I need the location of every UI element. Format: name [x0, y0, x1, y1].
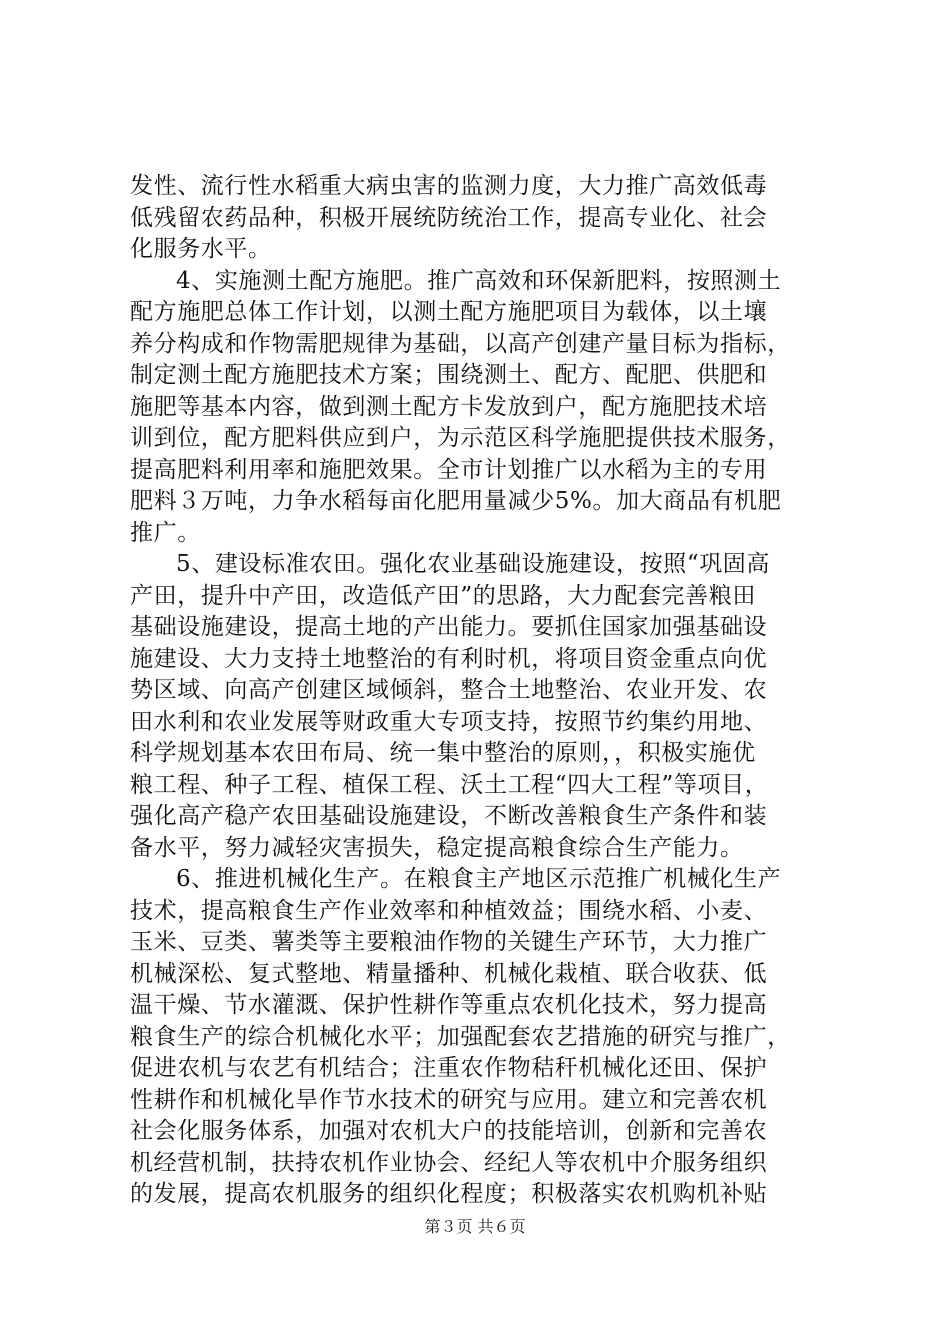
section-4-heading-line: 4、实施测土配方施肥。推广高效和环保新肥料，按照测土 [176, 267, 782, 294]
text-line: 基础设施建设，提高土地的产出能力。要抓住国家加强基础设 [130, 614, 768, 640]
text-line: 化服务水平。 [130, 236, 272, 262]
section-5-heading-line: 5、建设标准农田。强化农业基础设施建设，按照“巩固高 [176, 551, 770, 577]
text-line: 技术，提高粮食生产作业效率和种植效益；围绕水稻、小麦、 [130, 897, 768, 924]
text-line: 科学规划基本农田布局、统一集中整治的原则，，积极实施优 [130, 740, 756, 766]
text-line: 机械深松、复式整地、精量播种、机械化栽植、联合收获、低 [130, 960, 768, 987]
text-line: 促进农机与农艺有机结合；注重农作物秸秆机械化还田、保护 [130, 1055, 768, 1081]
text-line: 强化高产稳产农田基础设施建设，不断改善粮食生产条件和装 [130, 803, 768, 829]
text-line: 施建设、大力支持土地整治的有利时机，将项目资金重点向优 [130, 645, 768, 672]
text-line: 施肥等基本内容，做到测土配方卡发放到户，配方施肥技术培 [130, 393, 768, 420]
text-line: 训到位，配方肥料供应到户，为示范区科学施肥提供技术服务， [130, 425, 791, 451]
text-line: 发性、流行性水稻重大病虫害的监测力度，大力推广高效低毒 [130, 173, 768, 199]
text-line: 粮食生产的综合机械化水平；加强配套农艺措施的研究与推广， [130, 1023, 791, 1050]
text-line: 配方施肥总体工作计划，以测土配方施肥项目为载体，以土壤 [130, 299, 768, 325]
text-line: 备水平，努力减轻灾害损失，稳定提高粮食综合生产能力。 [130, 834, 744, 861]
page-footer [0, 1217, 950, 1237]
text-line: 养分构成和作物需肥规律为基础，以高产创建产量目标为指标， [130, 330, 791, 357]
text-line: 势区域、向高产创建区域倾斜，整合土地整治、农业开发、农 [130, 677, 768, 703]
text-line: 粮工程、种子工程、植保工程、沃土工程“四大工程”等项目， [130, 771, 769, 798]
text-line: 推广。 [130, 519, 201, 546]
text-line: 温干燥、节水灌溉、保护性耕作等重点农机化技术，努力提高 [130, 992, 768, 1018]
text-line: 产田，提升中产田，改造低产田”的思路，大力配套完善粮田 [130, 582, 756, 609]
text-line: 低残留农药品种，积极开展统防统治工作，提高专业化、社会 [130, 204, 768, 231]
text-line: 玉米、豆类、薯类等主要粮油作物的关键生产环节，大力推广 [130, 929, 768, 955]
text-line: 性耕作和机械化旱作节水技术的研究与应用。建立和完善农机 [130, 1086, 768, 1113]
body-text [130, 171, 830, 1211]
text-line: 肥料３万吨，力争水稻每亩化肥用量减少5%。加大商品有机肥 [130, 488, 782, 514]
text-line: 制定测土配方施肥技术方案；围绕测土、配方、配肥、供肥和 [130, 362, 768, 388]
section-6-heading-line: 6、推进机械化生产。在粮食主产地区示范推广机械化生产 [176, 866, 782, 892]
text-line: 田水利和农业发展等财政重大专项支持，按照节约集约用地、 [130, 708, 768, 735]
page-number-label: 第３页 共６页 [424, 1217, 526, 1236]
text-line: 机经营机制，扶持农机作业协会、经纪人等农机中介服务组织 [130, 1149, 768, 1176]
text-line: 社会化服务体系，加强对农机大户的技能培训，创新和完善农 [130, 1118, 768, 1144]
text-line: 的发展，提高农机服务的组织化程度；积极落实农机购机补贴 [130, 1181, 768, 1207]
text-line: 提高肥料利用率和施肥效果。全市计划推广以水稻为主的专用 [130, 456, 768, 483]
